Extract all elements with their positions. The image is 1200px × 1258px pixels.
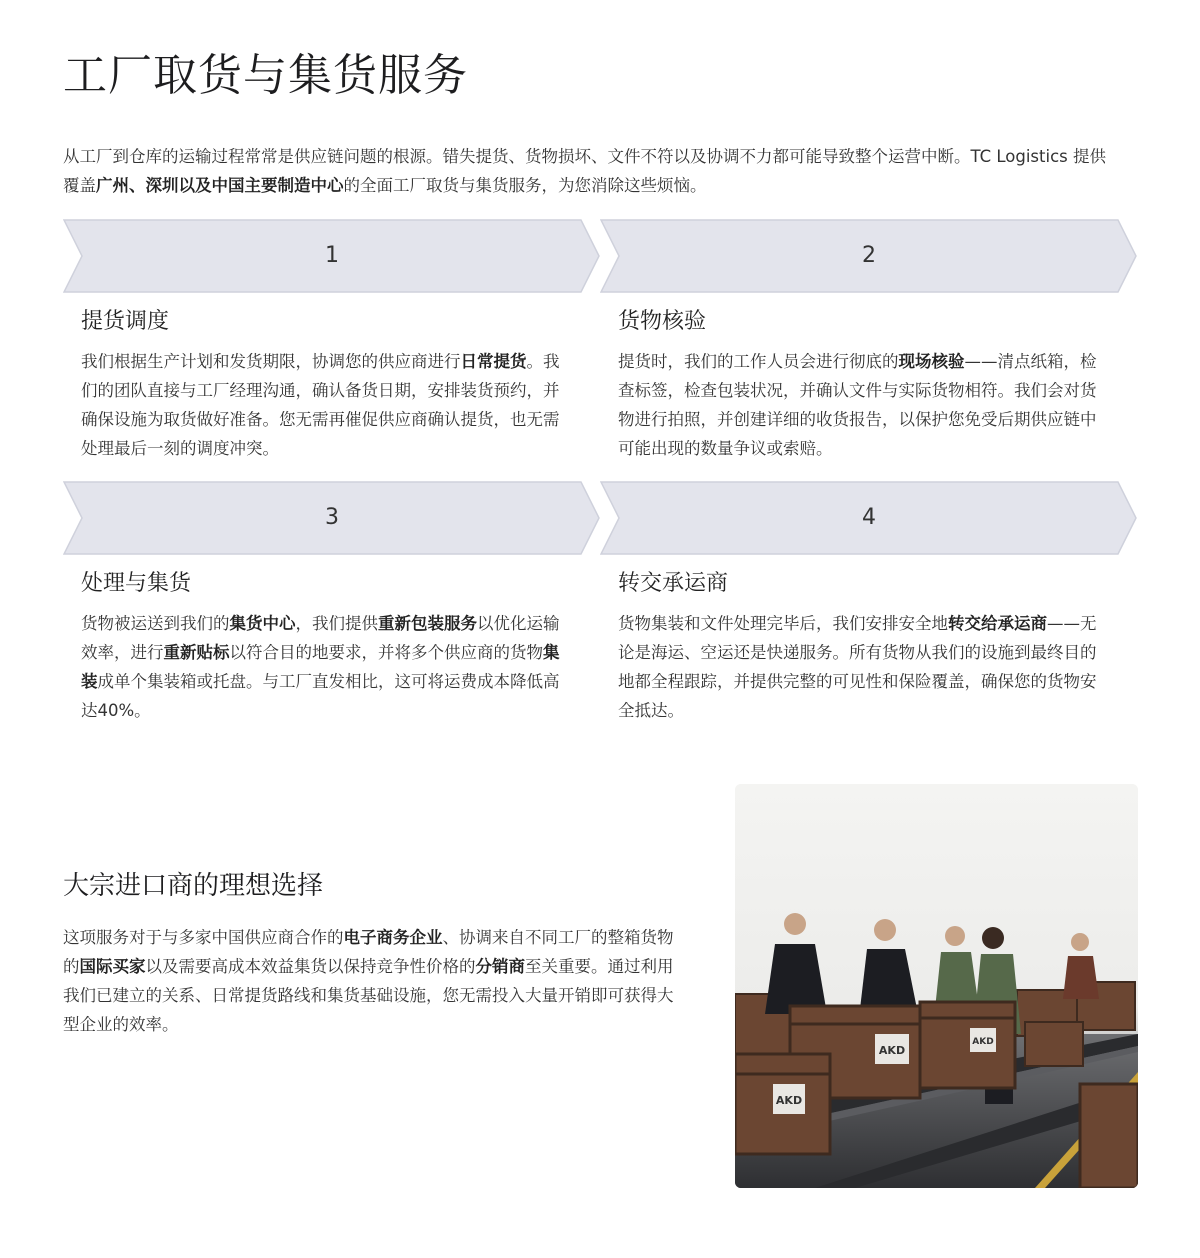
page-title: 工厂取货与集货服务 [63, 50, 468, 101]
step-3-text-3: 以优化运输效率，进行 [81, 614, 560, 662]
intro-bold-1: 广州、深圳以及中国主要制造中心 [96, 176, 344, 195]
step-number-2: 2 [862, 243, 876, 268]
step-body-3 [81, 609, 573, 725]
section-bold-1: 电子商务企业 [343, 928, 443, 947]
intro-paragraph [63, 142, 1113, 200]
intro-text-1: 从工厂到仓库的运输过程常常是供应链问题的根源。错失提货、货物损坏、文件不符以及协调不力都可能导致整个运营中断。TC Logistics 提供覆盖 [63, 147, 1106, 195]
crate-logo: AKD [878, 1044, 906, 1057]
step-body-2 [618, 347, 1110, 463]
step-3-bold-2: 重新包装服务 [378, 614, 477, 633]
section-bold-3: 分销商 [475, 957, 525, 976]
step-title-3: 处理与集货 [81, 571, 192, 596]
section-text-3: 以及需要高成本效益集货以保持竞争性价格的 [145, 957, 476, 976]
step-1-text-2: 。我们的团队直接与工厂经理沟通，确认备货日期，安排装货预约，并确保设施为取货做好准备。您无需再催促供应商确认提货，也无需处理最后一刻的调度冲突。 [81, 352, 560, 458]
section-text-2: 、协调来自不同工厂的整箱货物的 [63, 928, 674, 976]
step-3-text-2: ，我们提供 [295, 614, 378, 633]
crate-logo: AKD [972, 1037, 994, 1047]
step-3-bold-4: 集装 [81, 643, 560, 691]
step-3-bold-1: 集货中心 [229, 614, 296, 633]
step-2-text-1: 提货时，我们的工作人员会进行彻底的 [618, 352, 899, 371]
section-text-1: 这项服务对于与多家中国供应商合作的 [63, 928, 344, 947]
step-4-bold-1: 转交给承运商 [948, 614, 1047, 633]
step-body-1 [81, 347, 573, 463]
step-2-bold-1: 现场核验 [898, 352, 965, 371]
step-4-text-2: ——无论是海运、空运还是快递服务。所有货物从我们的设施到最终目的地都全程跟踪，并提供完整的可见性和保险覆盖，确保您的货物安全抵达。 [618, 614, 1097, 720]
section-bold-2: 国际买家 [79, 957, 146, 976]
crate-logo: AKD [775, 1094, 803, 1107]
step-body-4 [618, 609, 1110, 725]
warehouse-photo [735, 784, 1138, 1188]
section-title: 大宗进口商的理想选择 [63, 871, 324, 901]
intro-text-2: 的全面工厂取货与集货服务，为您消除这些烦恼。 [343, 176, 707, 195]
step-number-4: 4 [862, 505, 876, 530]
step-3-text-1: 货物被运送到我们的 [81, 614, 230, 633]
step-number-3: 3 [325, 505, 339, 530]
step-title-2: 货物核验 [618, 309, 707, 334]
step-title-1: 提货调度 [81, 309, 170, 334]
step-3-text-4: 以符合目的地要求，并将多个供应商的货物 [229, 643, 543, 662]
step-2-text-2: ——清点纸箱，检查标签，检查包装状况，并确认文件与实际货物相符。我们会对货物进行拍照，并创建详细的收货报告，以保护您免受后期供应链中可能出现的数量争议或索赔。 [618, 352, 1097, 458]
step-1-bold-1: 日常提货 [460, 352, 527, 371]
step-1-text-1: 我们根据生产计划和发货期限，协调您的供应商进行 [81, 352, 461, 371]
step-number-1: 1 [325, 243, 339, 268]
step-4-text-1: 货物集装和文件处理完毕后，我们安排安全地 [618, 614, 948, 633]
step-title-4: 转交承运商 [618, 571, 729, 596]
section-body [63, 923, 683, 1039]
section-text-4: 至关重要。通过利用我们已建立的关系、日常提货路线和集货基础设施，您无需投入大量开销即可获得大型企业的效率。 [63, 957, 674, 1034]
step-3-bold-3: 重新贴标 [163, 643, 230, 662]
step-3-text-5: 成单个集装箱或托盘。与工厂直发相比，这可将运费成本降低高达40%。 [81, 672, 560, 720]
